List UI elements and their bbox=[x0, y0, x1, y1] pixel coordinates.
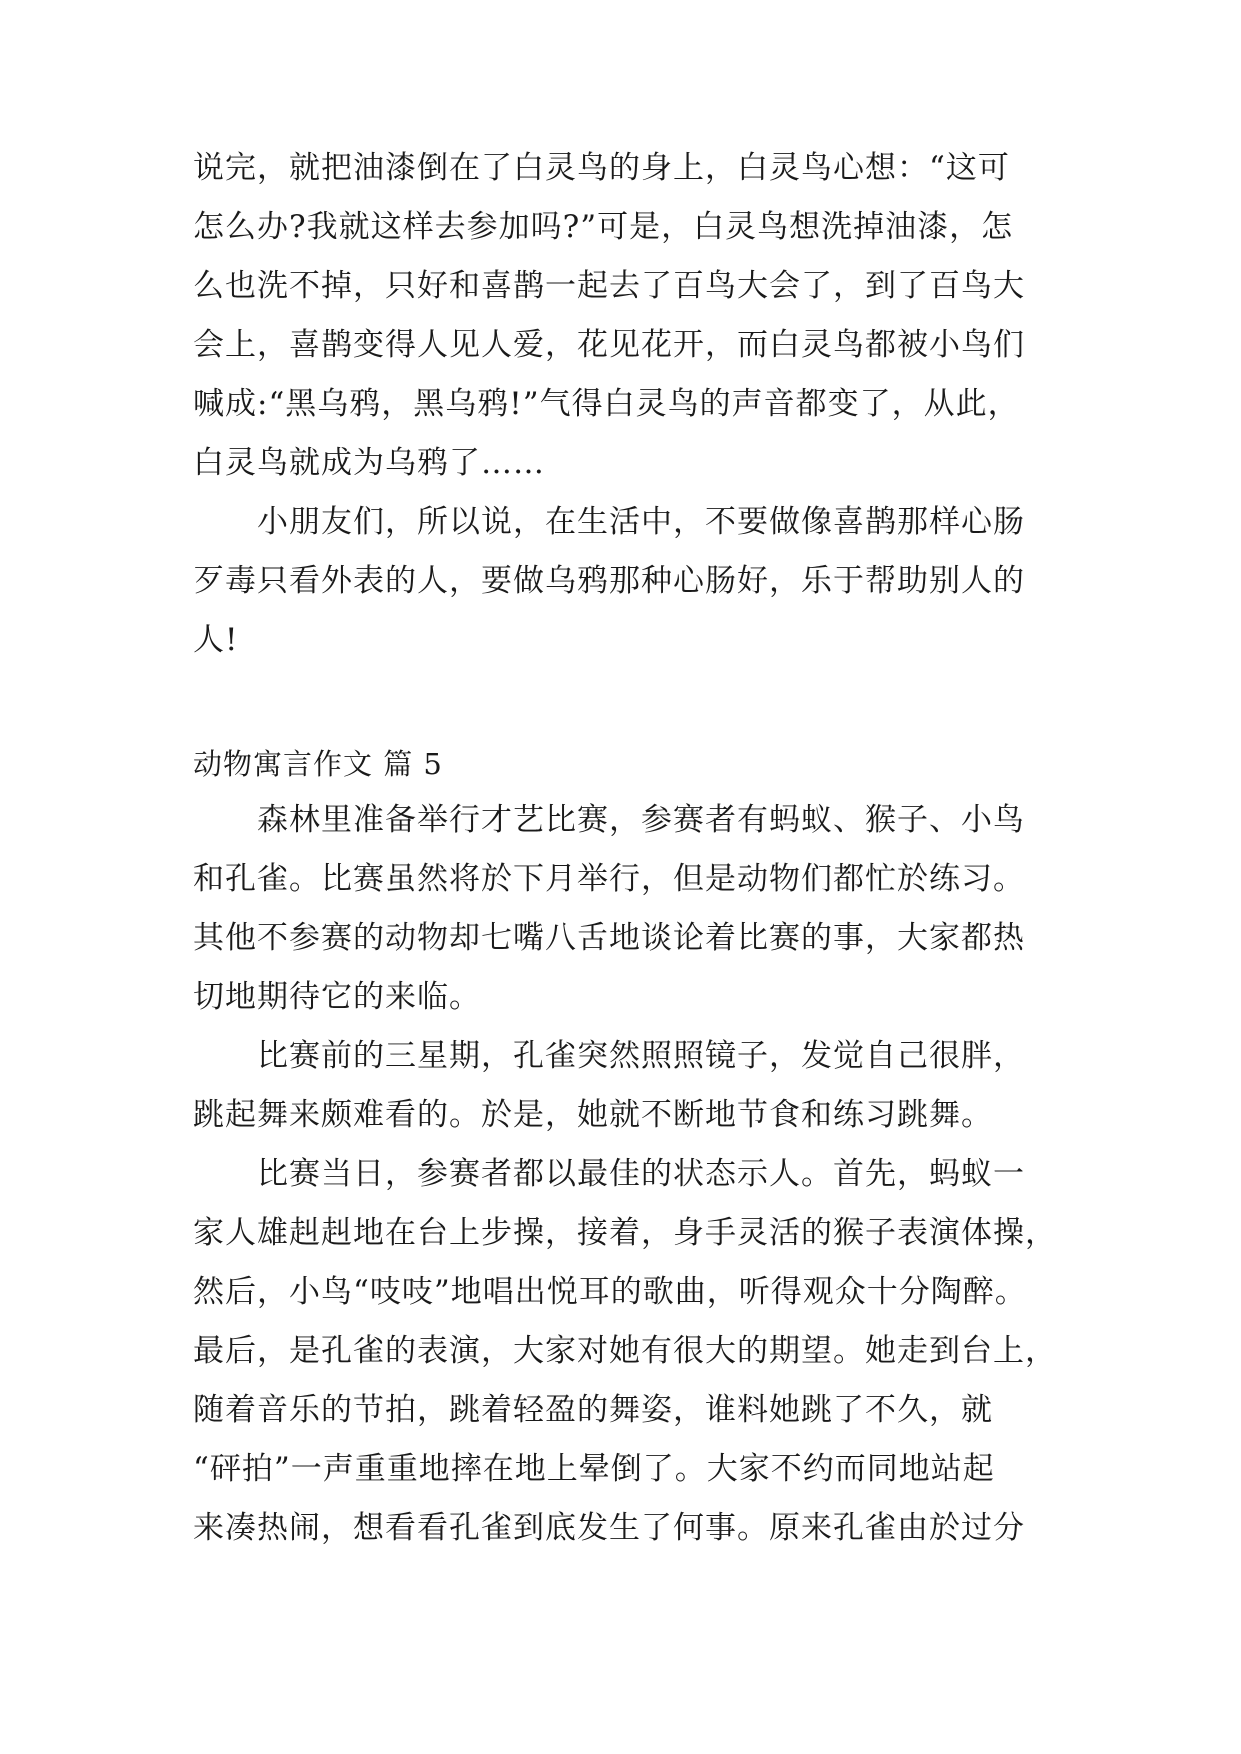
text-line: 怎么办?我就这样去参加吗?”可是，白灵鸟想洗掉油漆，怎 bbox=[193, 209, 1014, 245]
text-line: 切地期待它的来临。 bbox=[193, 979, 481, 1015]
text-line: 最后，是孔雀的表演，大家对她有很大的期望。她走到台上， bbox=[193, 1333, 1057, 1369]
paragraph-start-line: 比赛前的三星期，孔雀突然照照镜子，发觉自己很胖， bbox=[257, 1038, 1025, 1074]
text-line: 白灵鸟就成为乌鸦了…… bbox=[193, 445, 545, 481]
text-line: 喊成:“黑乌鸦，黑乌鸦!”气得白灵鸟的声音都变了，从此， bbox=[193, 386, 1020, 422]
text-line: 歹毒只看外表的人，要做乌鸦那种心肠好，乐于帮助别人的 bbox=[193, 563, 1025, 599]
text-line: 跳起舞来颇难看的。於是，她就不断地节食和练习跳舞。 bbox=[193, 1097, 993, 1133]
paragraph-start-line: 比赛当日，参赛者都以最佳的状态示人。首先，蚂蚁一 bbox=[257, 1156, 1025, 1192]
text-line: 人! bbox=[193, 622, 239, 658]
text-line: 其他不参赛的动物却七嘴八舌地谈论着比赛的事，大家都热 bbox=[193, 920, 1025, 956]
text-line: 然后，小鸟“吱吱”地唱出悦耳的歌曲，听得观众十分陶醉。 bbox=[193, 1274, 1027, 1310]
text-line: 么也洗不掉，只好和喜鹊一起去了百鸟大会了，到了百鸟大 bbox=[193, 268, 1025, 304]
paragraph-start-line: 小朋友们，所以说，在生活中，不要做像喜鹊那样心肠 bbox=[257, 504, 1025, 540]
text-line: 和孔雀。比赛虽然将於下月举行，但是动物们都忙於练习。 bbox=[193, 861, 1025, 897]
text-line: 说完，就把油漆倒在了白灵鸟的身上，白灵鸟心想：“这可 bbox=[193, 150, 1010, 186]
text-line: 来凑热闹，想看看孔雀到底发生了何事。原来孔雀由於过分 bbox=[193, 1510, 1025, 1546]
text-line: “砰拍”一声重重地摔在地上晕倒了。大家不约而同地站起 bbox=[193, 1451, 995, 1487]
text-line: 会上，喜鹊变得人见人爱，花见花开，而白灵鸟都被小鸟们 bbox=[193, 327, 1025, 363]
text-line: 家人雄赳赳地在台上步操，接着，身手灵活的猴子表演体操， bbox=[193, 1215, 1057, 1251]
text-line: 随着音乐的节拍，跳着轻盈的舞姿，谁料她跳了不久，就 bbox=[193, 1392, 993, 1428]
section-heading: 动物寓言作文 篇 5 bbox=[193, 747, 443, 781]
paragraph-start-line: 森林里准备举行才艺比赛，参赛者有蚂蚁、猴子、小鸟 bbox=[257, 802, 1025, 838]
